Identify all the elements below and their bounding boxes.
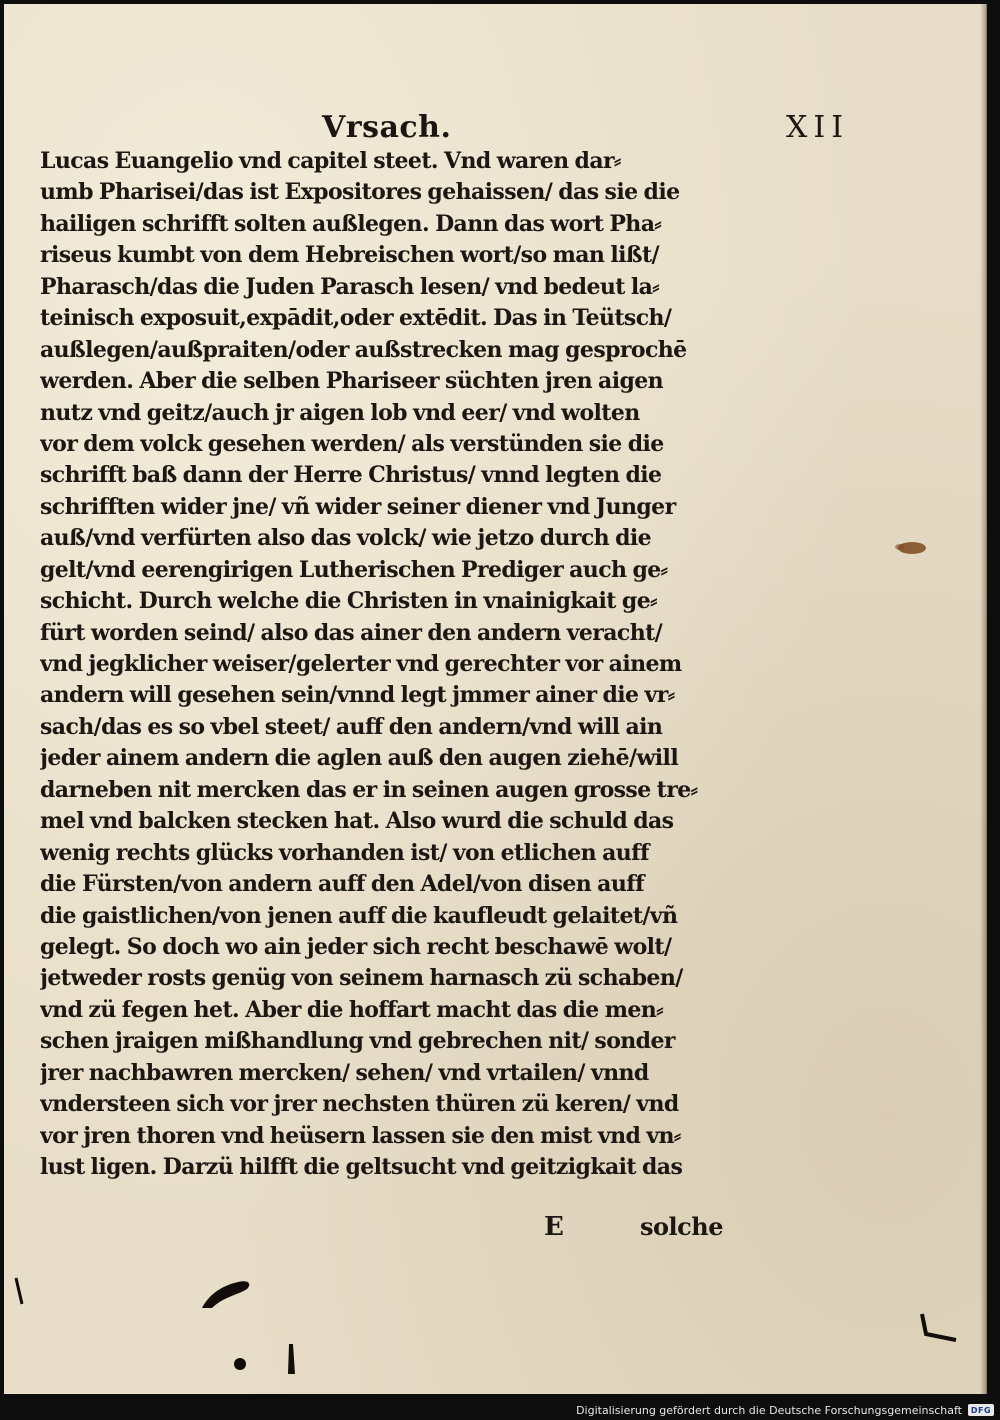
text-line: jrer nachbawren mercken/ sehen/ vnd vrtailen/ vnnd [40, 1059, 649, 1086]
text-line: vnd jegklicher weiser/gelerter vnd gerechter vor ainem [40, 651, 682, 677]
text-line: riseus kumbt von dem Hebreischen wort/so man lißt/ [40, 242, 659, 269]
ink-mark-vertical [284, 1342, 298, 1378]
ink-dot-left [230, 1354, 250, 1374]
text-line: die Fürsten/von andern auff den Adel/von disen auff [40, 871, 644, 898]
text-line: jetweder rosts genüg von seinem harnasch zü schaben/ [40, 965, 683, 992]
running-head: Vrsach. [322, 110, 452, 145]
text-line: hailigen schrifft solten außlegen. Dann das wort Pha⸗ [40, 210, 662, 237]
text-line: teinisch exposuit,expādit,oder extēdit. Das in Teütsch/ [40, 305, 672, 332]
text-line: darneben nit mercken das er in seinen augen grosse tre⸗ [40, 776, 698, 803]
text-line: wenig rechts glücks vorhanden ist/ von etlichen auff [40, 839, 649, 866]
text-line: vnd zü fegen het. Aber die hoffart macht das die men⸗ [40, 996, 663, 1023]
text-line: gelegt. So doch wo ain jeder sich recht beschawē wolt/ [40, 933, 672, 960]
text-line: Lucas Euangelio vnd capitel steet. Vnd waren dar⸗ [40, 148, 621, 174]
text-line: Pharasch/das die Juden Parasch lesen/ vnd bedeut la⸗ [40, 273, 660, 300]
text-line: vndersteen sich vor jrer nechsten thüren zü keren/ vnd [40, 1091, 679, 1118]
text-line: mel vnd balcken stecken hat. Also wurd die schuld das [40, 808, 674, 835]
text-line: auß/vnd verfürten also das volck/ wie jetzo durch die [40, 525, 652, 552]
text-line: schrifften wider jne/ vñ wider seiner diener vnd Junger [40, 493, 676, 520]
text-line: fürt worden seind/ also das ainer den andern veracht/ [40, 619, 663, 646]
body-text [40, 146, 730, 1183]
text-line: die gaistlichen/von jenen auff die kaufleudt gelaitet/vñ [40, 902, 678, 929]
text-line: vor dem volck gesehen werden/ als verstünden sie die [40, 430, 664, 457]
text-line: umb Pharisei/das ist Expositores gehaissen/ das sie die [40, 179, 680, 206]
ink-blot-lower-left [194, 1274, 264, 1314]
text-line: nutz vnd geitz/auch jr aigen lob vnd eer/ vnd wolten [40, 399, 640, 426]
text-line: schen jraigen mißhandlung vnd gebrechen nit/ sonder [40, 1028, 675, 1055]
text-line: gelt/vnd eerengirigen Lutherischen Prediger auch ge⸗ [40, 556, 668, 583]
text-line: werden. Aber die selben Phariseer süchten jren aigen [40, 368, 664, 395]
text-line: außlegen/außpraiten/oder außstrecken mag gesprochē [40, 336, 687, 363]
page-edge-shadow [980, 4, 986, 1394]
text-line: jeder ainem andern die aglen auß den augen ziehē/will [40, 745, 679, 772]
text-line: andern will gesehen sein/vnnd legt jmmer ainer die vr⸗ [40, 682, 675, 709]
ink-mark-edge [12, 1274, 28, 1310]
footer-bar [576, 1400, 1000, 1420]
catchword: solche [640, 1212, 723, 1241]
dfg-logo-icon: DFG [968, 1404, 994, 1416]
folio-number: XII [786, 110, 850, 145]
text-line: lust ligen. Darzü hilfft die geltsucht vnd geitzigkait das [40, 1154, 683, 1180]
signature-mark: E [544, 1212, 564, 1242]
ink-stain-margin [892, 536, 932, 560]
text-line: schrifft baß dann der Herre Christus/ vnnd legten die [40, 462, 662, 489]
text-line: vor jren thoren vnd heüsern lassen sie den mist vnd vn⸗ [40, 1122, 681, 1149]
ink-mark-corner [912, 1310, 962, 1350]
text-line: schicht. Durch welche die Christen in vnainigkait ge⸗ [40, 588, 657, 615]
book-page [4, 4, 987, 1394]
digitization-credit: Digitalisierung gefördert durch die Deutsche Forschungsgemeinschaft [576, 1403, 962, 1417]
text-line: sach/das es so vbel steet/ auff den andern/vnd will ain [40, 713, 663, 740]
